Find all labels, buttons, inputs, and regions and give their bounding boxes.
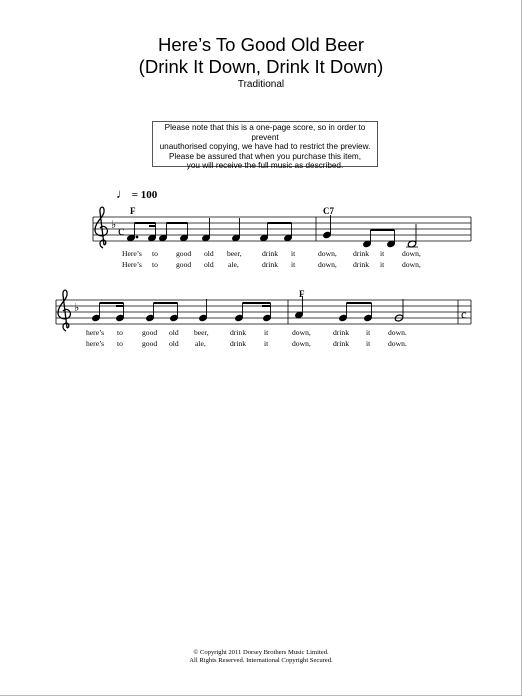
- treble-clef-icon: [95, 207, 107, 248]
- lyric-syllable: Here’s: [122, 249, 142, 258]
- treble-clef-icon: [58, 290, 70, 331]
- lyric-syllable: old: [204, 260, 214, 269]
- notice-line: Please note that this is a one-page score, so in order to prevent: [164, 123, 366, 142]
- lyric-syllable: down,: [318, 260, 337, 269]
- lyrics-system-2: [86, 328, 407, 348]
- copyright-line: © Copyright 2011 Dorsey Brothers Music Limited.: [193, 649, 329, 656]
- lyrics-system-1: [122, 249, 421, 269]
- lyric-syllable: down,: [318, 249, 337, 258]
- score-subtitle: (Drink It Down, Drink It Down): [138, 56, 384, 77]
- notice-line: you will receive the full music as described.: [186, 161, 344, 170]
- lyric-syllable: Here’s: [122, 260, 142, 269]
- lyric-syllable: it: [366, 328, 371, 337]
- lyric-syllable: it: [380, 260, 385, 269]
- common-time-icon: c: [461, 307, 467, 321]
- lyric-syllable: it: [291, 249, 296, 258]
- lyric-syllable: old: [204, 249, 214, 258]
- lyric-syllable: good: [142, 328, 158, 337]
- lyric-syllable: to: [117, 339, 123, 348]
- chord-symbol: F: [299, 289, 305, 299]
- lyric-syllable: good: [176, 260, 192, 269]
- lyric-syllable: it: [264, 339, 269, 348]
- notes-system-1: [127, 215, 418, 248]
- lyric-syllable: beer,: [194, 328, 209, 337]
- composer: Traditional: [237, 79, 285, 90]
- lyric-syllable: drink: [262, 260, 279, 269]
- lyric-syllable: down.: [388, 339, 407, 348]
- lyric-syllable: drink: [353, 249, 370, 258]
- score-title: Here’s To Good Old Beer: [157, 34, 364, 55]
- lyric-syllable: it: [366, 339, 371, 348]
- lyric-syllable: here’s: [86, 328, 105, 337]
- tempo-value: = 100: [131, 189, 158, 201]
- lyric-syllable: drink: [333, 328, 350, 337]
- lyric-syllable: down,: [292, 328, 311, 337]
- lyric-syllable: ale,: [195, 339, 206, 348]
- lyric-syllable: down,: [292, 339, 311, 348]
- lyric-syllable: down.: [388, 328, 407, 337]
- lyric-syllable: old: [169, 339, 179, 348]
- lyric-syllable: down,: [402, 260, 421, 269]
- lyric-syllable: to: [152, 260, 158, 269]
- lyric-syllable: drink: [230, 339, 247, 348]
- notice-line: unauthorised copying, we have had to restrict the preview.: [159, 142, 371, 151]
- lyric-syllable: good: [176, 249, 192, 258]
- lyric-syllable: good: [142, 339, 158, 348]
- notice-line: Please be assured that when you purchase this item,: [168, 151, 362, 161]
- flat-key-signature-icon: ♭: [111, 218, 117, 231]
- lyric-syllable: drink: [333, 339, 350, 348]
- lyric-syllable: ale,: [228, 260, 239, 269]
- lyric-syllable: to: [117, 328, 123, 337]
- lyric-syllable: to: [152, 249, 158, 258]
- lyric-syllable: drink: [353, 260, 370, 269]
- lyric-syllable: drink: [230, 328, 247, 337]
- flat-key-signature-icon: ♭: [74, 301, 80, 314]
- lyric-syllable: it: [380, 249, 385, 258]
- lyric-syllable: old: [169, 328, 179, 337]
- chord-symbol: C7: [323, 206, 334, 216]
- lyric-syllable: beer,: [227, 249, 242, 258]
- common-time-icon: c: [118, 224, 125, 239]
- quarter-note-icon: ♩: [116, 186, 129, 201]
- lyric-syllable: it: [264, 328, 269, 337]
- lyric-syllable: drink: [262, 249, 279, 258]
- chord-symbol: F: [130, 206, 136, 216]
- rights-line: All Rights Reserved. International Copyright Secured.: [189, 657, 333, 664]
- lyric-syllable: here’s: [86, 339, 105, 348]
- lyric-syllable: it: [291, 260, 296, 269]
- lyric-syllable: down,: [402, 249, 421, 258]
